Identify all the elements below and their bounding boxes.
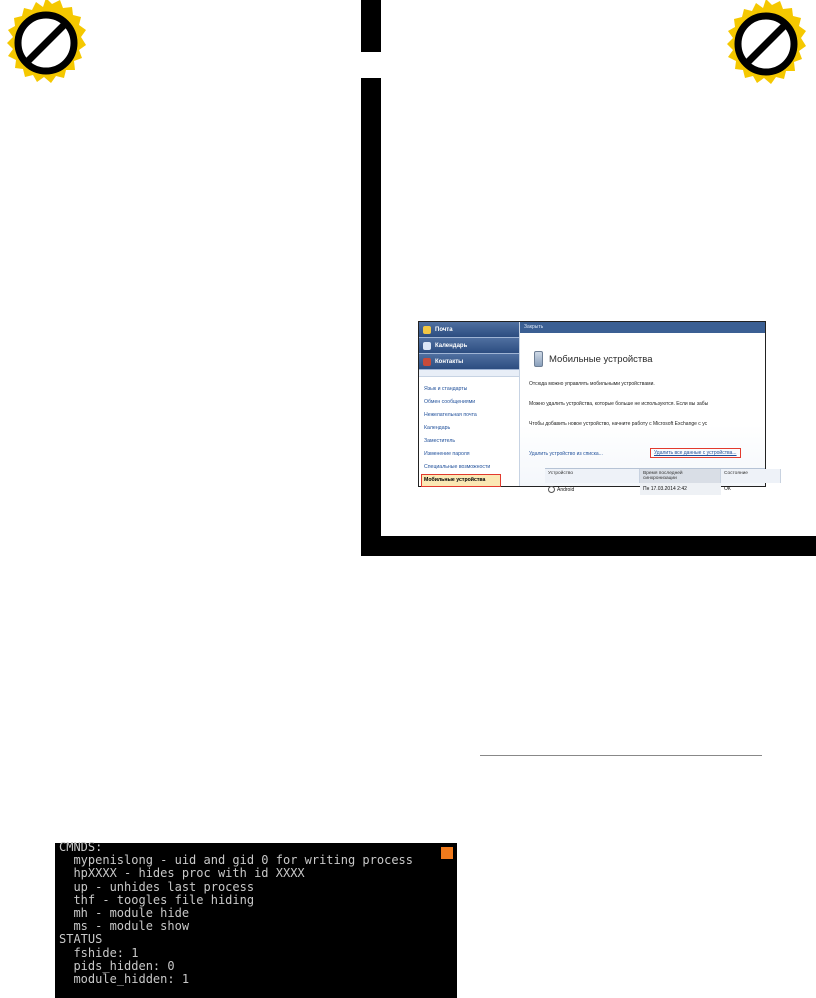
terminal-line: fshide: 1 — [59, 945, 139, 960]
terminal-output — [59, 841, 413, 986]
radio-button[interactable] — [548, 486, 555, 493]
terminal-cursor-marker — [441, 847, 453, 859]
column-header-device[interactable]: Устройство — [545, 469, 640, 483]
remove-devices-text: Можно удалить устройства, которые больше не используются. Если вы забы — [529, 401, 709, 407]
nav-mail[interactable] — [419, 322, 519, 338]
close-link[interactable]: Закрыть — [520, 322, 765, 333]
calendar-icon — [423, 342, 431, 350]
owa-sidebar — [419, 322, 520, 486]
owa-screenshot — [418, 321, 766, 493]
divider-line — [480, 755, 762, 756]
prohibited-icon — [712, 0, 816, 93]
frame-bar-left — [361, 78, 381, 556]
terminal-line: hpXXXX - hides proc with id XXXX — [59, 866, 305, 881]
frame-bar-bottom — [361, 536, 816, 556]
remove-device-link[interactable]: Удалить устройство из списка... — [529, 451, 603, 457]
main-body — [520, 333, 765, 493]
device-name: Android — [557, 486, 575, 493]
terminal-line: ms - module show — [59, 919, 190, 934]
sidebar-item-language[interactable]: Язык и стандарты — [424, 386, 468, 392]
frame-bar-top — [361, 0, 381, 52]
terminal-line: module_hidden: 1 — [59, 972, 190, 987]
nav-mail-label: Почта — [435, 326, 453, 333]
terminal-line: pids_hidden: 0 — [59, 958, 175, 973]
contacts-icon — [423, 358, 431, 366]
terminal-line: thf - toogles file hiding — [59, 892, 255, 907]
intro-text: Отсюда можно управлять мобильными устройствами. — [529, 381, 655, 387]
terminal-screenshot — [55, 840, 457, 998]
terminal-line: CMNDS: — [59, 840, 103, 854]
prohibited-icon — [0, 0, 98, 93]
table-row-status: ОК — [724, 486, 731, 492]
sidebar-item-change-password[interactable]: Изменение пароля — [424, 451, 470, 457]
nav-calendar-label: Календарь — [435, 342, 468, 349]
mail-icon — [423, 326, 431, 334]
page-title: Мобильные устройства — [549, 353, 653, 365]
sidebar-item-messaging[interactable]: Обмен сообщениями — [424, 399, 476, 405]
sidebar-item-accessibility[interactable]: Специальные возможности — [424, 464, 491, 470]
terminal-line: mypenislong - uid and gid 0 for writing process — [59, 853, 414, 868]
mobile-phone-icon — [534, 351, 543, 367]
terminal-line: up - unhides last process — [59, 879, 255, 894]
wipe-device-link[interactable]: Удалить все данные с устройства... — [650, 448, 741, 458]
table-row-time: Пн 17.03.2014 2:42 — [640, 483, 721, 495]
terminal-line: STATUS — [59, 932, 103, 947]
nav-contacts[interactable] — [419, 354, 519, 370]
column-header-last-sync[interactable]: Время последней синхронизации — [640, 469, 721, 483]
sidebar-item-mobile-devices[interactable]: Мобильные устройства — [421, 474, 501, 487]
sidebar-separator — [419, 370, 519, 377]
column-header-status[interactable]: Состояние — [721, 469, 781, 483]
page-heading — [534, 351, 652, 367]
sidebar-item-out-of-office[interactable]: Заместитель — [424, 438, 456, 444]
nav-calendar[interactable] — [419, 338, 519, 354]
add-device-text: Чтобы добавить новое устройство, начните работу с Microsoft Exchange с ус — [529, 421, 708, 427]
owa-main-pane — [520, 322, 765, 493]
table-row-device[interactable] — [545, 483, 640, 495]
devices-table — [545, 468, 765, 509]
terminal-line: mh - module hide — [59, 906, 190, 921]
sidebar-item-junk-mail[interactable]: Нежелательная почта — [424, 412, 477, 418]
nav-contacts-label: Контакты — [435, 358, 464, 365]
sidebar-item-calendar[interactable]: Календарь — [424, 425, 451, 431]
